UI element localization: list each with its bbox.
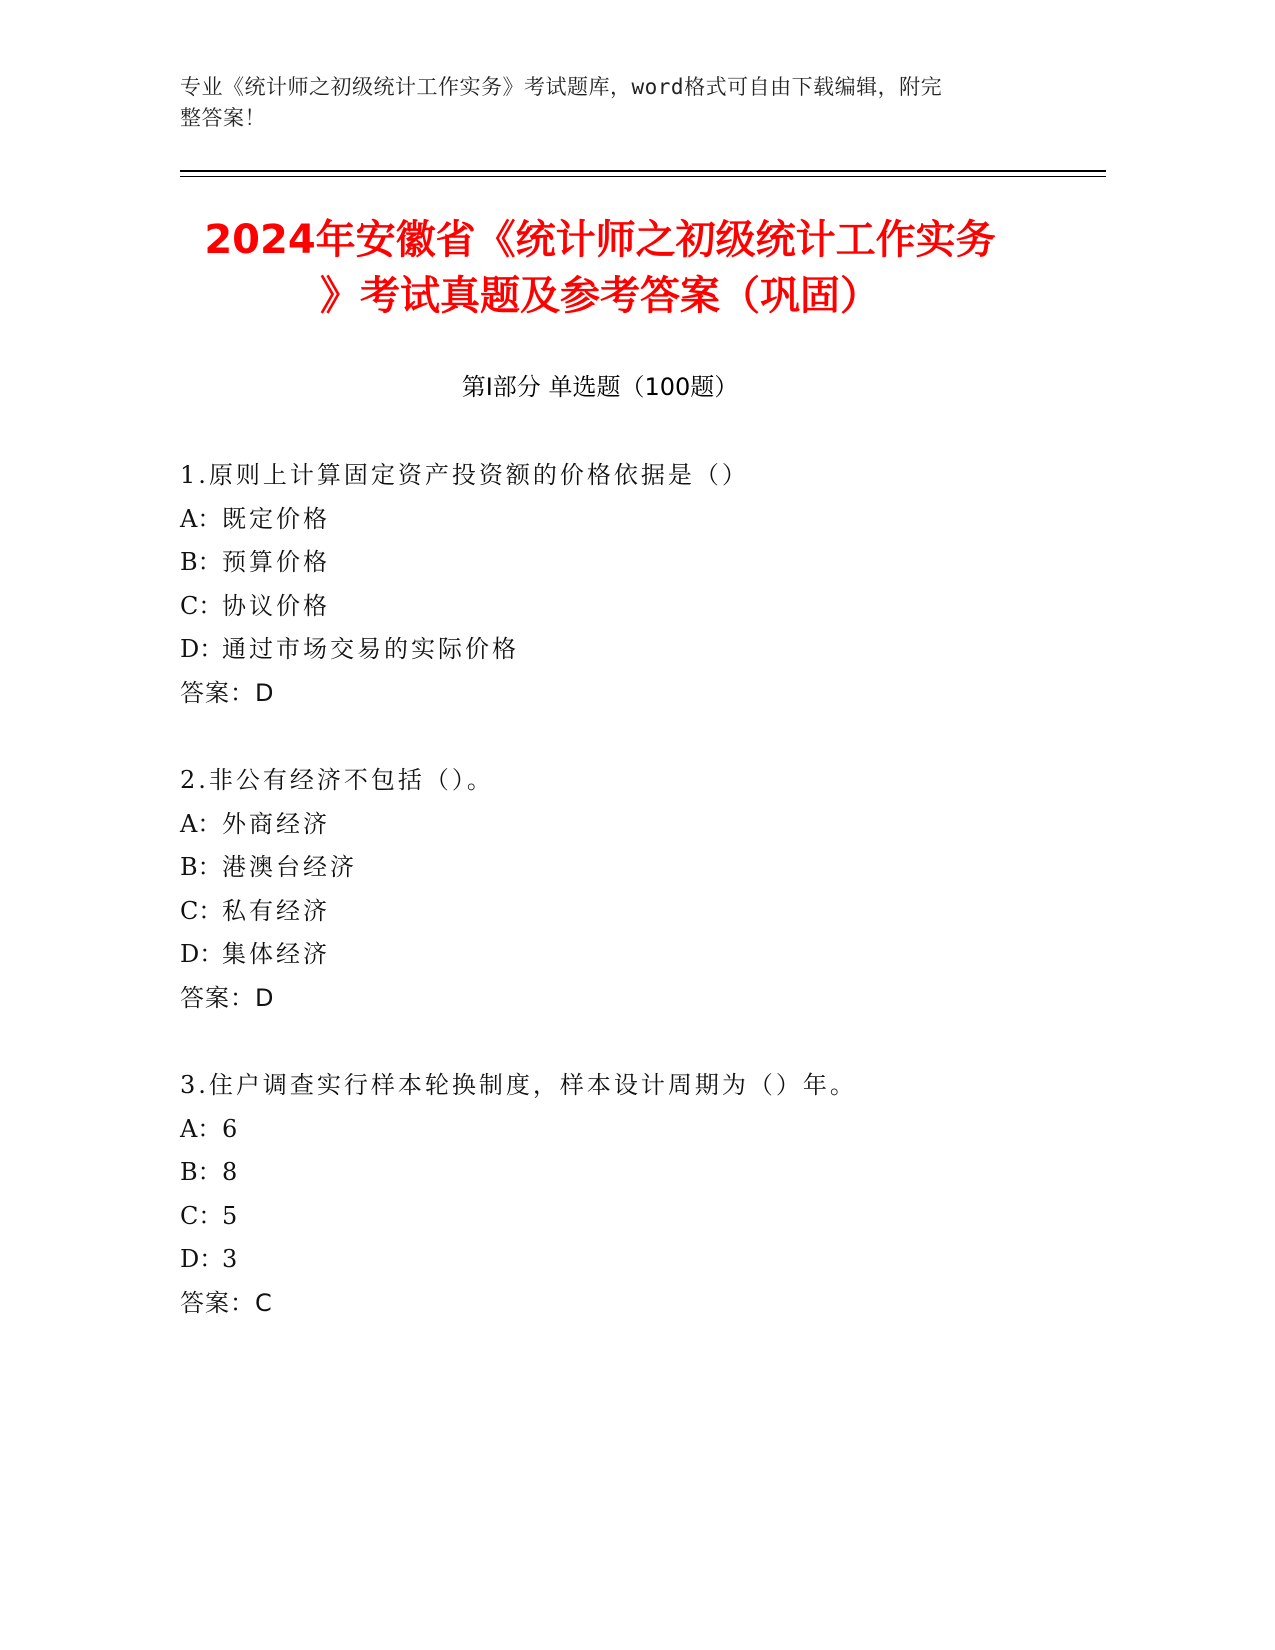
question-block	[180, 458, 1080, 720]
header-note-line-2: 整答案！	[180, 106, 266, 130]
option-text: 协议价格	[222, 591, 330, 620]
option-a	[180, 807, 1080, 851]
option-a	[180, 1112, 1080, 1156]
option-key: C：	[180, 591, 223, 620]
option-text: 预算价格	[222, 548, 330, 577]
answer-line: 答案：D	[180, 678, 275, 707]
option-b	[180, 545, 1080, 589]
option-text: 私有经济	[222, 896, 330, 925]
question-block	[180, 763, 1080, 1025]
option-d	[180, 1242, 1080, 1286]
option-key: C：	[180, 1201, 223, 1230]
header-divider-thick	[180, 170, 1106, 172]
option-b	[180, 1155, 1080, 1199]
option-text: 5	[222, 1201, 241, 1230]
header-note-line-1: 专业《统计师之初级统计工作实务》考试题库，word格式可自由下载编辑，附完	[180, 75, 943, 99]
question-block	[180, 1068, 1080, 1330]
option-key: A：	[180, 809, 222, 838]
option-text: 既定价格	[222, 504, 330, 533]
document-title-line-1: 2024年安徽省《统计师之初级统计工作实务	[204, 217, 996, 263]
option-text: 港澳台经济	[222, 853, 357, 882]
document-title-line-2: 》考试真题及参考答案（巩固）	[320, 273, 880, 319]
header-note	[180, 72, 1040, 134]
option-key: B：	[180, 548, 222, 577]
option-key: D：	[180, 635, 224, 664]
option-c	[180, 1199, 1080, 1243]
option-key: C：	[180, 896, 223, 925]
option-key: B：	[180, 853, 222, 882]
section-title: 第I部分 单选题（100题）	[461, 373, 739, 401]
option-a	[180, 502, 1080, 546]
option-text: 6	[222, 1114, 241, 1143]
answer-line: 答案：D	[180, 983, 275, 1012]
option-c	[180, 894, 1080, 938]
option-d	[180, 632, 1080, 676]
header-divider-thin	[180, 176, 1106, 177]
option-key: A：	[180, 1114, 222, 1143]
option-key: A：	[180, 504, 222, 533]
option-b	[180, 850, 1080, 894]
question-stem: 1.原则上计算固定资产投资额的价格依据是（）	[180, 461, 749, 489]
option-c	[180, 589, 1080, 633]
option-text: 3	[222, 1245, 241, 1274]
option-text: 8	[222, 1158, 241, 1187]
option-key: D：	[180, 1245, 224, 1274]
question-stem: 3.住户调查实行样本轮换制度，样本设计周期为（）年。	[180, 1071, 857, 1099]
document-title	[130, 212, 1070, 324]
option-key: D：	[180, 940, 224, 969]
option-text: 通过市场交易的实际价格	[222, 635, 519, 664]
option-text: 集体经济	[222, 940, 330, 969]
option-text: 外商经济	[222, 809, 330, 838]
question-stem: 2.非公有经济不包括（）。	[180, 766, 494, 794]
answer-line: 答案：C	[180, 1288, 273, 1317]
option-key: B：	[180, 1158, 222, 1187]
option-d	[180, 937, 1080, 981]
